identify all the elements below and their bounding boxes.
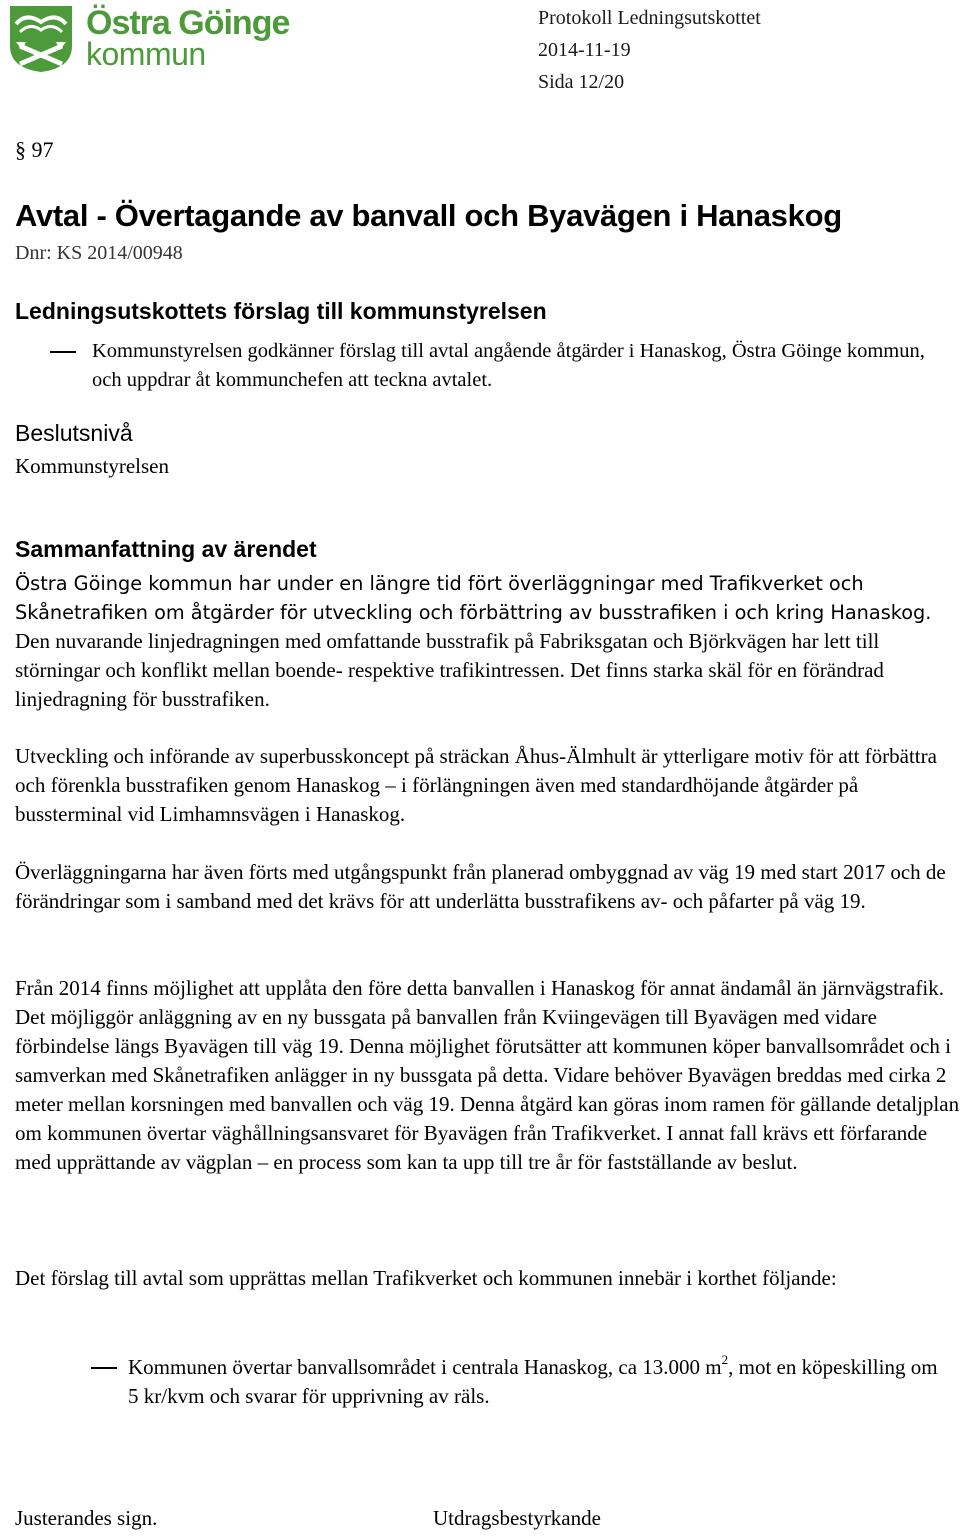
decision-level-heading: Beslutsnivå: [15, 420, 133, 446]
footer-signature-label: Justerandes sign.: [15, 1506, 158, 1530]
dash-bullet-icon: [91, 1367, 117, 1369]
proposal-list-item: [15, 337, 945, 395]
page-title: Avtal - Övertagande av banvall och Byavägen i Hanaskog: [15, 198, 842, 233]
logo-line-1: Östra Göinge: [86, 4, 290, 42]
document-type: Protokoll Ledningsutskottet: [538, 7, 761, 29]
document-meta: [538, 2, 761, 98]
municipality-logo: [6, 2, 306, 74]
footer-certification-label: Utdragsbestyrkande: [433, 1506, 601, 1530]
agreement-text-part-a: Kommunen övertar banvallsområdet i centrala Hanaskog, ca 13.000 m: [128, 1355, 722, 1379]
agreement-text-part-b: , mot en köpeskilling om 5 kr/kvm och svarar för upprivning av räls.: [128, 1355, 938, 1408]
logo-wordmark: [86, 2, 306, 74]
summary-paragraph-5: Det förslag till avtal som upprättas mellan Trafikverket och kommunen innebär i korthet följande:: [15, 1266, 837, 1290]
logo-emblem-icon: [6, 2, 76, 74]
proposal-heading: Ledningsutskottets förslag till kommunstyrelsen: [15, 298, 547, 324]
summary-paragraph-1-part-b: Den nuvarande linjedragningen med omfattande busstrafik på Fabriksgatan och Björkvägen har lett till störningar och konflikt mellan boende- respektive trafikintressen. Det finns starka skäl för en förändrad linjedragning för busstrafiken.: [15, 629, 884, 711]
agreement-list-item: [15, 1353, 945, 1411]
logo-line-2: kommun: [86, 36, 206, 72]
summary-paragraph-1: [15, 569, 960, 714]
decision-level-value: Kommunstyrelsen: [15, 454, 169, 478]
document-date: 2014-11-19: [538, 39, 631, 61]
summary-paragraph-3: Överläggningarna har även förts med utgångspunkt från planerad ombyggnad av väg 19 med start 2017 och de förändringar som i samband med det krävs för att underlätta busstrafikens av- och påfarter på väg 19.: [15, 860, 946, 913]
summary-paragraph-1-part-a: Östra Göinge kommun har under en längre tid fört överläggningar med Trafikverket och Skånetrafiken om åtgärder för utveckling och förbättring av busstrafiken i och kring Hanaskog.: [15, 572, 932, 624]
paragraph-number: § 97: [15, 137, 54, 162]
agreement-text: [128, 1353, 945, 1411]
summary-heading: Sammanfattning av ärendet: [15, 536, 317, 562]
dash-bullet-icon: [50, 351, 76, 353]
superscript: 2: [721, 1352, 729, 1367]
page-number: Sida 12/20: [538, 71, 625, 93]
summary-paragraph-2: Utveckling och införande av superbusskoncept på sträckan Åhus-Älmhult är ytterligare motiv för att förbättra och förenkla busstrafiken genom Hanaskog – i förlängningen även med standardhöjande åtgärder på bussterminal vid Limhamnsvägen i Hanaskog.: [15, 744, 937, 826]
proposal-text: Kommunstyrelsen godkänner förslag till avtal angående åtgärder i Hanaskog, Östra Göinge kommun, och uppdrar åt kommunchefen att teckna avtalet.: [92, 340, 925, 391]
summary-paragraph-4: Från 2014 finns möjlighet att upplåta den före detta banvallen i Hanaskog för annat ändamål än järnvägstrafik. Det möjliggör anläggning av en ny bussgata på banvallen från Kviingevägen till Byavägen med vidare förbindelse längs Byavägen till väg 19. Denna möjlighet förutsätter att kommunen köper banvallsområdet och i samverkan med Skånetrafiken anlägger in ny bussgata på detta. Vidare behöver Byavägen breddas med cirka 2 meter mellan korsningen med banvallen och väg 19. Denna åtgärd kan göras inom ramen för gällande detaljplan om kommunen övertar väghållningsansvaret för Byavägen från Trafikverket. I annat fall krävs ett förfarande med upprättande av vägplan – en process som kan ta upp till tre år för fastställande av beslut.: [15, 976, 960, 1174]
case-number: Dnr: KS 2014/00948: [15, 242, 183, 264]
